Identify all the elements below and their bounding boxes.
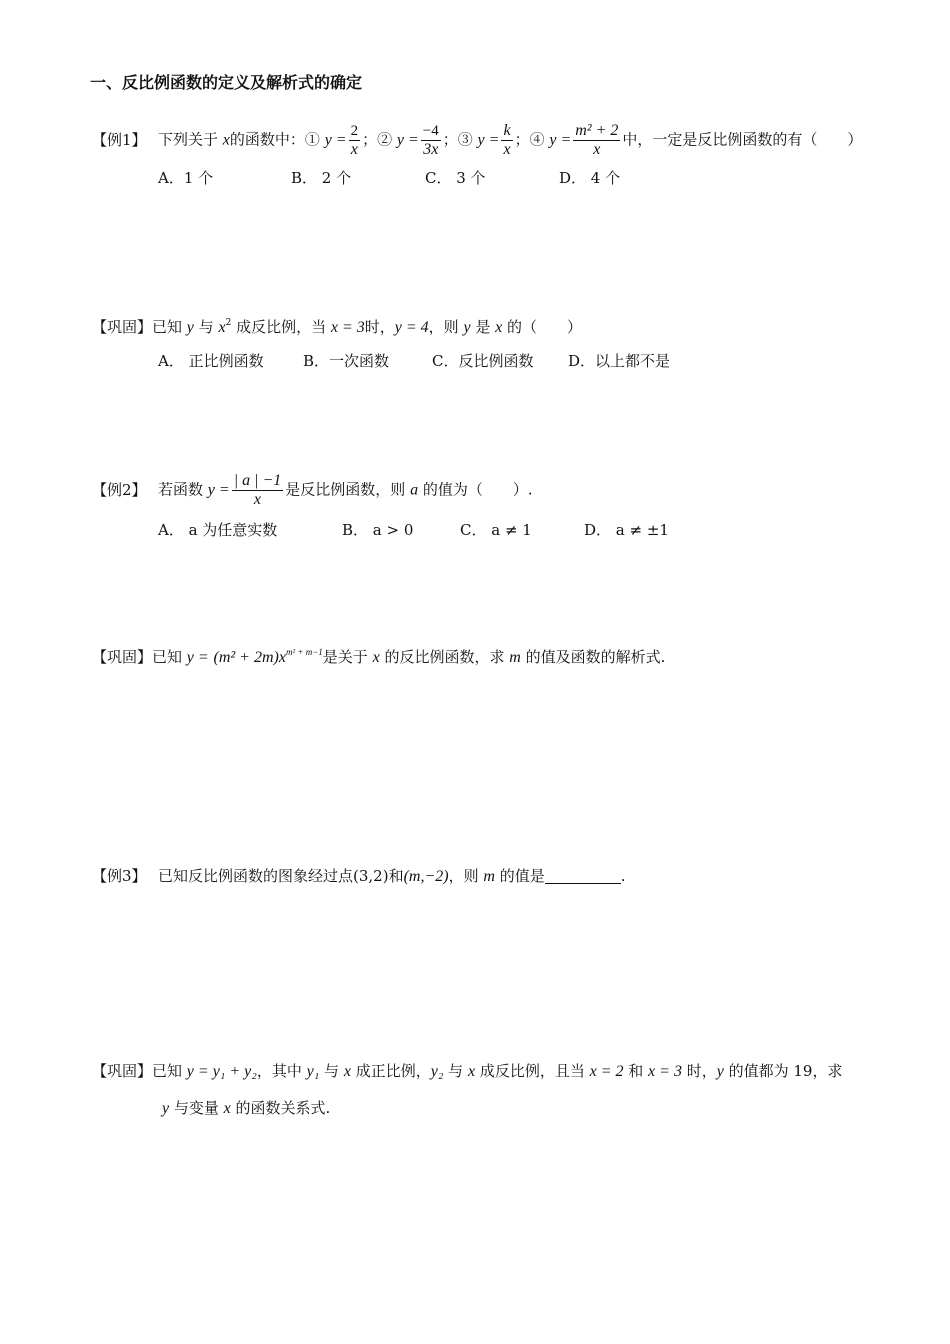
option-a: A． a 为任意实数	[158, 521, 278, 539]
example-1-stem: 【例1】 下列关于 x的函数中：① y = $\frac{2}{x}$ ；② y = $\frac{-4}{3x}$ ；③ y = $\frac{k}{x}$ ；④ y = $\frac{\text{m² + 2}}{x}$ 中，一定是反比例函数的有（ ）	[92, 122, 863, 158]
example-tag: 【例2】	[92, 480, 147, 499]
example-tag: 【例1】	[92, 130, 147, 149]
example-2: 【例2】 若函数 y = $\frac{| a | -1}{x}$ 是反比例函数，则 a 的值为（ ）.	[92, 472, 533, 508]
consolidation-3: 【巩固】已知 y = y₁ + y₂，其中 y₁ 与 x 成正比例，y₂ 与 x 成反比例，且当 x = 2 和 x = 3 时，y 的值都为 19，求 y 与变量 x 的函数关系式.	[92, 1062, 843, 1117]
consolidation-2: 【巩固】已知 $y = (m^2 + 2m)x^{m^2 + m-1}$是关于 x 的反比例函数，求 m 的值及函数的解析式.	[92, 647, 666, 666]
option-b: B． 2 个	[291, 169, 352, 187]
option-d: D．以上都不是	[568, 352, 671, 370]
consolidation-tag: 【巩固】	[92, 318, 153, 336]
option-d: D． a ≠ ±1	[584, 521, 669, 539]
consolidation-tag: 【巩固】	[92, 1062, 153, 1080]
fraction: $\frac{-4}{3x}$	[422, 123, 439, 158]
fraction: $\frac{k}{x}$	[503, 122, 511, 158]
example-tag: 【例3】	[92, 867, 147, 885]
consolidation-tag: 【巩固】	[92, 648, 153, 666]
answer-blank[interactable]	[545, 869, 621, 884]
section-heading: 一、反比例函数的定义及解析式的确定	[90, 73, 363, 92]
fraction: $\frac{2}{x}$	[350, 123, 359, 158]
option-a: A．1 个	[158, 169, 214, 187]
option-c: C． 3 个	[425, 169, 486, 187]
consolidation-1: 【巩固】已知 y 与 $x^2$ 成反比例，当 x = 3时，y = 4，则 y 是 x 的（ ）	[92, 318, 582, 336]
fraction: $\frac{| a | -1}{x}$	[233, 472, 282, 508]
option-c: C．反比例函数	[432, 352, 534, 370]
option-a: A． 正比例函数	[158, 352, 264, 370]
option-d: D． 4 个	[559, 169, 621, 187]
example-3: 【例3】 已知反比例函数的图象经过点(3,2)和(m,−2)，则 m 的值是 .	[92, 867, 626, 885]
option-c: C． a ≠ 1	[460, 521, 532, 539]
option-b: B． a > 0	[342, 521, 414, 539]
example-1	[92, 122, 862, 159]
fraction: $\frac{\text{m² + 2}}{x}$	[575, 122, 619, 158]
option-b: B．一次函数	[303, 352, 390, 370]
